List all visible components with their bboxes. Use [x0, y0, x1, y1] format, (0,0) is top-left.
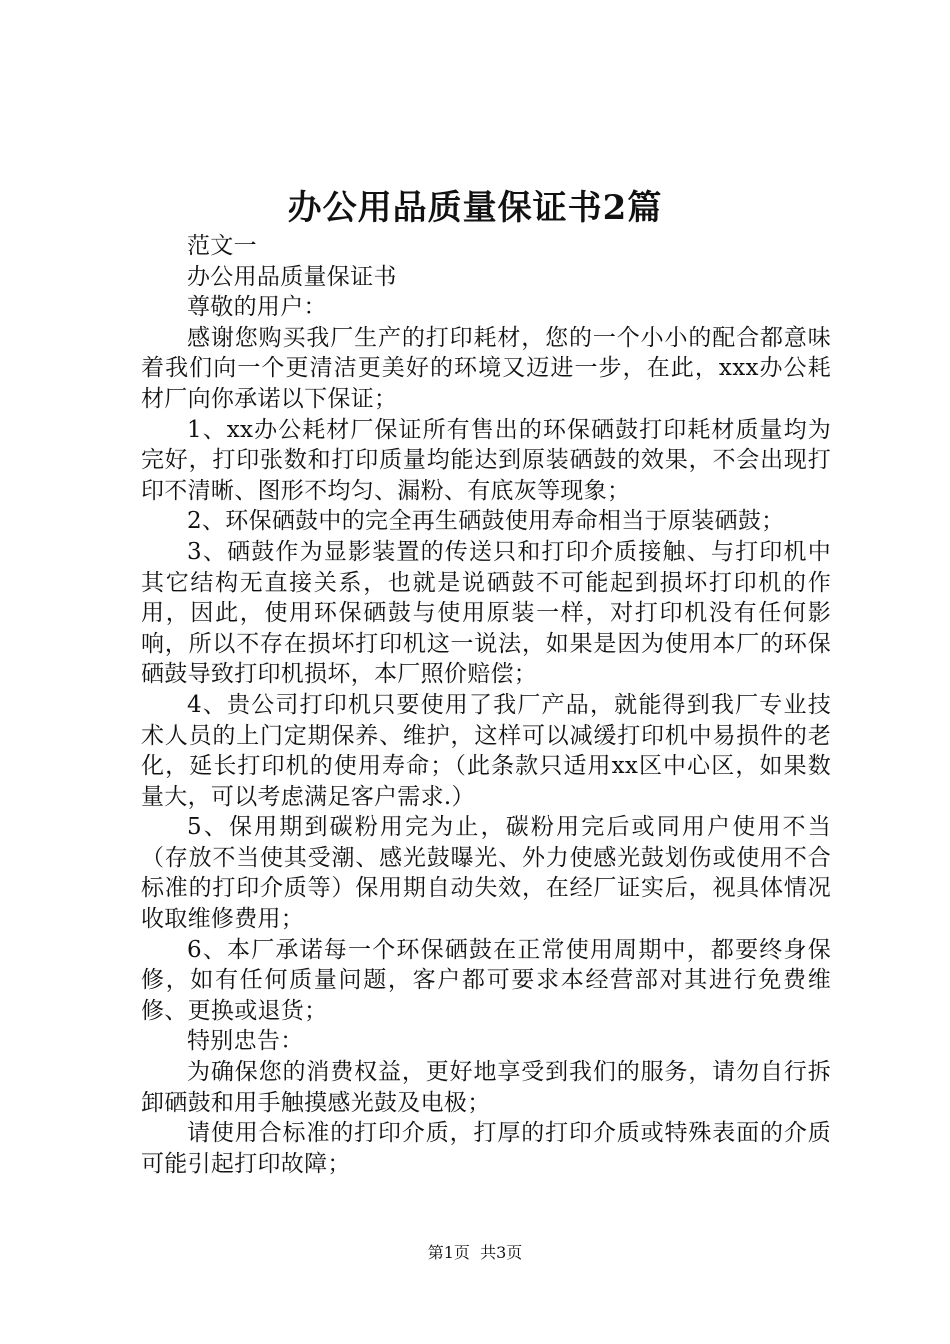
paragraph-warning-2: 请使用合标准的打印介质，打厚的打印介质或特殊表面的介质可能引起打印故障； — [141, 1120, 831, 1177]
paragraph-intro: 感谢您购买我厂生产的打印耗材，您的一个小小的配合都意味着我们向一个更清洁更美好的环境又迈进一步，在此，xxx办公耗材厂向你承诺以下保证； — [141, 324, 831, 412]
paragraph-clause-6: 6、本厂承诺每一个环保硒鼓在正常使用周期中，都要终身保修，如有任何质量问题，客户都可要求本经营部对其进行免费维修、更换或退货； — [141, 936, 831, 1024]
paragraph-clause-4: 4、贵公司打印机只要使用了我厂产品，就能得到我厂专业技术人员的上门定期保养、维护，这样可以减缓打印机中易损件的老化，延长打印机的使用寿命；（此条款只适用xx区中心区，如果数量大，可以考虑满足客户需求.） — [141, 691, 831, 810]
paragraph-clause-3: 3、硒鼓作为显影装置的传送只和打印介质接触、与打印机中其它结构无直接关系，也就是说硒鼓不可能起到损坏打印机的作用，因此，使用环保硒鼓与使用原装一样，对打印机没有任何影响，所以不存在损坏打印机这一说法，如果是因为使用本厂的环保硒鼓导致打印机损坏，本厂照价赔偿； — [141, 538, 831, 688]
paragraph-clause-5: 5、保用期到碳粉用完为止，碳粉用完后或同用户使用不当（存放不当使其受潮、感光鼓曝光、外力使感光鼓划伤或使用不合标准的打印介质等）保用期自动失效，在经厂证实后，视具体情况收取维修费用； — [141, 814, 831, 933]
document-body — [141, 231, 831, 1179]
paragraph-warning-1: 为确保您的消费权益，更好地享受到我们的服务，请勿自行拆卸硒鼓和用手触摸感光鼓及电极； — [141, 1059, 831, 1116]
paragraph-warning-heading: 特别忠告： — [187, 1028, 304, 1055]
paragraph-salutation: 尊敬的用户： — [187, 294, 327, 321]
page-footer — [0, 1241, 950, 1265]
paragraph-clause-1: 1、xx办公耗材厂保证所有售出的环保硒鼓打印耗材质量均为完好，打印张数和打印质量均能达到原装硒鼓的效果，不会出现打印不清晰、图形不均匀、漏粉、有底灰等现象； — [141, 416, 831, 504]
document-title: 办公用品质量保证书2篇 — [287, 188, 663, 228]
page-number: 第1页 共3页 — [427, 1243, 523, 1262]
paragraph-clause-2: 2、环保硒鼓中的完全再生硒鼓使用寿命相当于原装硒鼓； — [187, 508, 785, 535]
paragraph-section-label: 范文一 — [187, 233, 257, 259]
paragraph-heading: 办公用品质量保证书 — [187, 263, 397, 290]
